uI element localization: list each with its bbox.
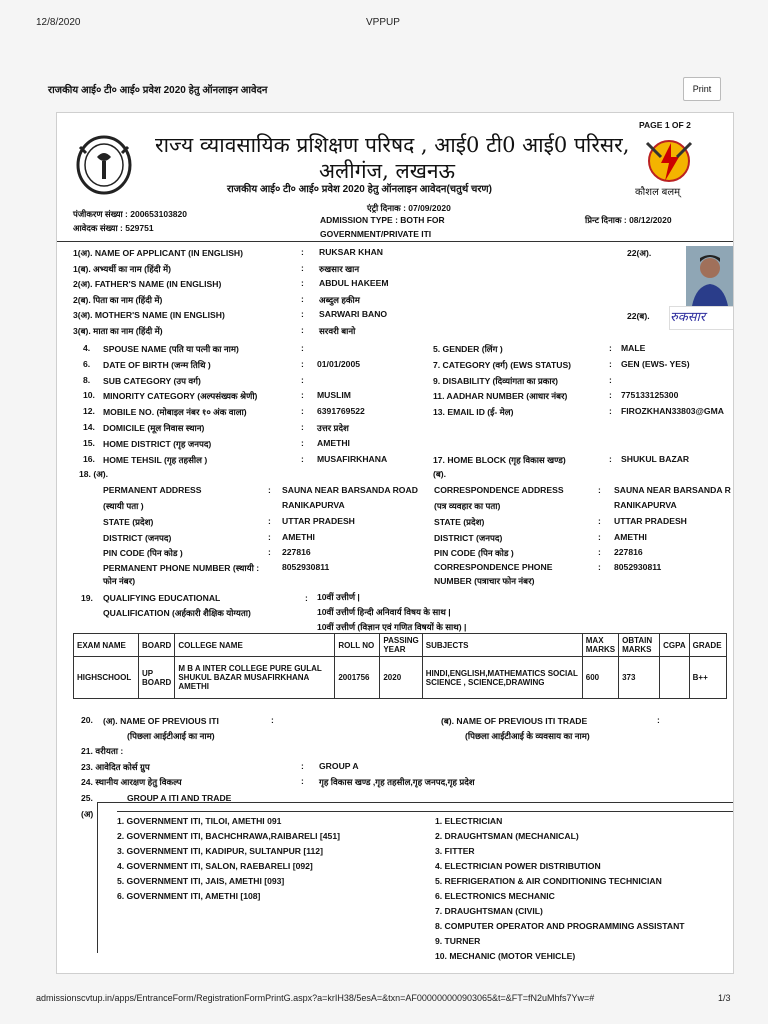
field-value: 6391769522 [317,406,365,417]
colon: : [609,406,612,417]
qual-label-2: QUALIFICATION (अर्हकारी शैक्षिक योग्यता) [103,608,251,618]
perm-district-label: DISTRICT (जनपद) [103,533,172,543]
field-value-right: FIROZKHAN33803@GMA [621,406,724,417]
preference-field: 21. वरीयता : [81,746,124,756]
page-count: 1/3 [718,993,731,1003]
qual-option-1: 10वीं उत्तीर्ण | [317,592,360,602]
corr-state-label: STATE (प्रदेश) [434,517,485,527]
page-heading: राजकीय आई० टी० आई० प्रवेश 2020 हेतु ऑनलाइन आवेदन [48,85,268,96]
field-value-right: GEN (EWS- YES) [621,358,690,369]
colon: : [598,562,601,572]
colon: : [301,309,304,319]
colon: : [301,278,304,288]
prev-iti-label: (अ). NAME OF PREVIOUS ITI [103,716,219,726]
grade-cell: B++ [689,657,726,699]
column-header: ROLL NO [335,634,380,657]
colon: : [268,516,271,526]
page-number: PAGE 1 OF 2 [639,120,691,130]
corr-pin: 227816 [614,547,643,557]
admission-type: ADMISSION TYPE : BOTH FOR [320,215,445,225]
print-button[interactable]: Print [683,77,721,101]
colon: : [609,390,612,401]
colon: : [598,532,601,542]
applicant-photo [686,246,734,306]
registration-number: पंजीकरण संख्या : 200653103820 [73,209,187,219]
prev-iti-number: 20. [81,715,93,725]
colon: : [268,532,271,542]
colon: : [268,547,271,557]
perm-heading-hi: (स्थायी पता ) [103,501,144,511]
subjects-cell: HINDI,ENGLISH,MATHEMATICS SOCIAL SCIENCE , SCIENCE,DRAWING [422,657,582,699]
field-label: 1(ब). अभ्यर्थी का नाम (हिंदी में) [73,263,171,274]
field-value: 01/01/2005 [317,358,361,369]
field-label: DATE OF BIRTH (जन्म तिथि ) [103,359,211,370]
field-label-right: 13. EMAIL ID (ई- मेल) [433,407,514,418]
trade-item: 10. MECHANIC (MOTOR VEHICLE) [435,951,576,961]
field-value-right: 775133125300 [621,390,679,401]
trade-item: 6. ELECTRONICS MECHANIC [435,891,555,901]
subtitle: राजकीय आई० टी० आई० प्रवेश 2020 हेतु ऑनलाइन आवेदन(चतुर्थ चरण) [227,184,492,195]
field-label: MOBILE NO. (मोबाइल नंबर १० अंक वाला) [103,407,247,418]
field-value: SARWARI BANO [319,309,388,319]
prev-trade-label-hi: (पिछला आईटीआई के व्यवसाय का नाम) [465,731,590,741]
field-label: 3(ब). माता का नाम (हिंदी में) [73,325,163,336]
colon: : [305,593,308,603]
trade-item: 9. TURNER [435,936,481,946]
field-label: DOMICILE (मूल निवास स्थान) [103,423,205,433]
field-value: सरवरी बानो [319,325,356,336]
qual-option-3: 10वीं उत्तीर्ण (विज्ञान एवं गणित विषयों के साथ) | [317,622,467,632]
colon: : [268,485,271,495]
trade-item: 5. REFRIGERATION & AIR CONDITIONING TECHNICIAN [435,876,662,886]
corr-phone-label: CORRESPONDENCE PHONE [434,562,553,572]
field-label: HOME TEHSIL (गृह तहसील ) [103,454,208,465]
field-label-right: 11. AADHAR NUMBER (आधार नंबर) [433,391,568,402]
colon: : [301,324,304,335]
qual-option-2: 10वीं उत्तीर्ण हिन्दी अनिवार्य विषय के साथ | [317,607,451,617]
field-value: उत्तर प्रदेश [317,423,349,433]
colon: : [301,374,304,385]
colon: : [609,374,612,385]
perm-heading: PERMANENT ADDRESS [103,485,202,495]
column-header: BOARD [139,634,175,657]
education-table [73,633,727,699]
column-header: EXAM NAME [74,634,139,657]
iti-item: 1. GOVERNMENT ITI, TILOI, AMETHI 091 [117,816,282,826]
field-number: 6. [83,358,91,369]
trade-item: 7. DRAUGHTSMAN (CIVIL) [435,906,543,916]
iti-item: 4. GOVERNMENT ITI, SALON, RAEBARELI [092] [117,861,313,871]
obtain-cell: 373 [619,657,660,699]
perm-line-1: SAUNA NEAR BARSANDA ROAD [282,485,418,495]
max-cell: 600 [582,657,618,699]
trade-item: 4. ELECTRICIAN POWER DISTRIBUTION [435,861,601,871]
trade-item: 3. FITTER [435,846,475,856]
group-number: 25. [81,793,93,803]
print-title: VPPUP [366,17,400,28]
column-header: GRADE [689,634,726,657]
cgpa-cell [660,657,690,699]
iti-item: 3. GOVERNMENT ITI, KADIPUR, SULTANPUR [112] [117,846,323,856]
field-label: 1(अ). NAME OF APPLICANT (IN ENGLISH) [73,248,244,258]
field-value: रुखसार खान [319,263,360,274]
column-header: SUBJECTS [422,634,582,657]
title-line-1: राज्य व्यावसायिक प्रशिक्षण परिषद , आई0 टी0 आई0 परिसर, [155,133,630,157]
perm-district: AMETHI [282,532,315,542]
field-label: SPOUSE NAME (पति या पत्नी का नाम) [103,344,239,354]
field-number: 12. [83,406,95,417]
title-line-2: अलीगंज, लखनऊ [319,159,456,183]
column-header: OBTAIN MARKS [619,634,660,657]
entry-date: एंट्री दिनाक : 07/09/2020 [367,203,451,213]
column-header: COLLEGE NAME [175,634,335,657]
corr-line-2: RANIKAPURVA [614,500,677,510]
colon: : [301,247,304,257]
column-header: PASSING YEAR [380,634,422,657]
colon: : [301,776,304,786]
group-sub-label: (अ) [81,809,94,819]
trade-item: 2. DRAUGHTSMAN (MECHANICAL) [435,831,579,841]
colon: : [598,547,601,557]
application-form [56,112,734,974]
field-label-right: 5. GENDER (लिंग ) [433,344,503,354]
trade-item: 8. COMPUTER OPERATOR AND PROGRAMMING ASSISTANT [435,921,685,931]
field-number: 16. [83,453,95,464]
field-value: MUSAFIRKHANA [317,453,388,464]
colon: : [301,406,304,417]
corr-pin-label: PIN CODE (पिन कोड ) [434,548,514,558]
field-value: MUSLIM [317,390,351,401]
corr-heading: CORRESPONDENCE ADDRESS [434,485,564,495]
corr-line-1: SAUNA NEAR BARSANDA R [614,485,731,495]
field-label: SUB CATEGORY (उप वर्ग) [103,375,201,386]
reservation-value: गृह विकास खण्ड ,गृह तहसील,गृह जनपद,गृह प्रदेश [319,777,475,787]
course-group-value: GROUP A [319,761,359,771]
field-value: RUKSAR KHAN [319,247,383,257]
exam-cell: HIGHSCHOOL [74,657,139,699]
group-title: GROUP A ITI AND TRADE [127,793,232,803]
sign-label: 22(ब). [627,311,650,321]
column-header: CGPA [660,634,690,657]
emblem-logo [75,135,133,202]
field-value: AMETHI [317,437,350,448]
iti-item: 2. GOVERNMENT ITI, BACHCHRAWA,RAIBARELI [451] [117,831,340,841]
corr-phone-label-2: NUMBER (पत्राचार फोन नंबर) [434,576,535,586]
qual-label-1: QUALIFYING EDUCATIONAL [103,593,221,603]
trade-item: 1. ELECTRICIAN [435,816,503,826]
applicant-signature: रुकसार [669,306,734,330]
page-url: admissionscvtup.in/apps/EntranceForm/RegistrationFormPrintG.aspx?a=krIH38/5esA=&txn=AF000000000903065&t=&FT=fN2uMhfs7Yw=# [36,993,595,1003]
board-cell: UP BOARD [139,657,175,699]
perm-pin-label: PIN CODE (पिन कोड ) [103,548,183,558]
field-label: 2(अ). FATHER'S NAME (IN ENGLISH) [73,279,222,289]
group-inner-line [117,811,734,812]
table-row [74,657,727,699]
field-value-right: MALE [621,343,646,353]
perm-phone: 8052930811 [282,562,330,572]
corr-district: AMETHI [614,532,647,542]
colon: : [301,343,304,353]
field-value: अब्दुल हकीम [319,294,360,305]
colon: : [609,453,612,464]
reservation-label: 24. स्थानीय आरक्षण हेतु विकल्प [81,777,182,787]
print-date-field: प्रिन्ट दिनाक : 08/12/2020 [585,215,672,225]
field-number: 14. [83,422,95,432]
field-label-right: 17. HOME BLOCK (गृह विकास खण्ड) [433,454,566,465]
corr-state: UTTAR PRADESH [614,516,687,526]
field-label: 3(अ). MOTHER'S NAME (IN ENGLISH) [73,310,225,320]
colon: : [598,485,601,495]
colon: : [609,358,612,369]
colon: : [657,715,660,725]
addr-18b-label: (ब). [433,469,447,479]
field-label-right: 9. DISABILITY (दिव्यांगता का प्रकार) [433,375,558,386]
colon: : [598,516,601,526]
colon: : [301,422,304,432]
corr-phone: 8052930811 [614,562,662,572]
column-header: MAX MARKS [582,634,618,657]
perm-line-2: RANIKAPURVA [282,500,345,510]
application-number: आवेदक संख्या : 529751 [73,223,154,233]
qual-number: 19. [81,593,93,603]
field-label: HOME DISTRICT (गृह जनपद) [103,438,212,449]
print-date: 12/8/2020 [36,17,81,28]
college-cell: M B A INTER COLLEGE PURE GULAL SHUKUL BAZAR MUSAFIRKHANA AMETHI [175,657,335,699]
field-label: MINORITY CATEGORY (अल्पसंख्यक श्रेणी) [103,391,258,402]
roll-cell: 2001756 [335,657,380,699]
colon: : [301,390,304,401]
field-label-right: 7. CATEGORY (वर्ग) (EWS STATUS) [433,359,572,370]
field-label: 2(ब). पिता का नाम (हिंदी में) [73,294,163,305]
perm-state-label: STATE (प्रदेश) [103,517,154,527]
field-value-right: SHUKUL BAZAR [621,453,690,464]
prev-trade-label: (ब). NAME OF PREVIOUS ITI TRADE [441,716,588,726]
colon: : [301,453,304,464]
course-group-label: 23. आवेदित कोर्स ग्रुप [81,762,150,772]
field-number: 15. [83,437,95,448]
field-number: 4. [83,343,91,353]
colon: : [301,358,304,369]
colon: : [301,437,304,448]
iti-item: 5. GOVERNMENT ITI, JAIS, AMETHI [093] [117,876,285,886]
corr-heading-hi: (पत्र व्यवहार का पता) [434,501,501,511]
field-number: 8. [83,374,91,385]
colon: : [301,761,304,771]
divider [57,241,733,242]
kaushal-logo-text: कौशल बलम् [635,187,681,198]
colon: : [271,715,274,725]
colon: : [301,293,304,304]
addr-18-label: 18. (अ). [79,469,109,479]
prev-iti-label-hi: (पिछला आईटीआई का नाम) [127,731,215,741]
perm-state: UTTAR PRADESH [282,516,355,526]
iti-item: 6. GOVERNMENT ITI, AMETHI [108] [117,891,261,901]
perm-pin: 227816 [282,547,311,557]
colon: : [301,262,304,273]
year-cell: 2020 [380,657,422,699]
admission-type-2: GOVERNMENT/PRIVATE ITI [320,229,432,239]
colon: : [609,343,612,353]
perm-phone-label: PERMANENT PHONE NUMBER (स्थायी : [103,563,260,573]
corr-district-label: DISTRICT (जनपद) [434,533,503,543]
field-number: 10. [83,390,95,401]
field-value: ABDUL HAKEEM [319,278,389,288]
photo-label: 22(अ). [627,248,652,258]
perm-phone-label-2: फोन नंबर) [103,576,136,586]
